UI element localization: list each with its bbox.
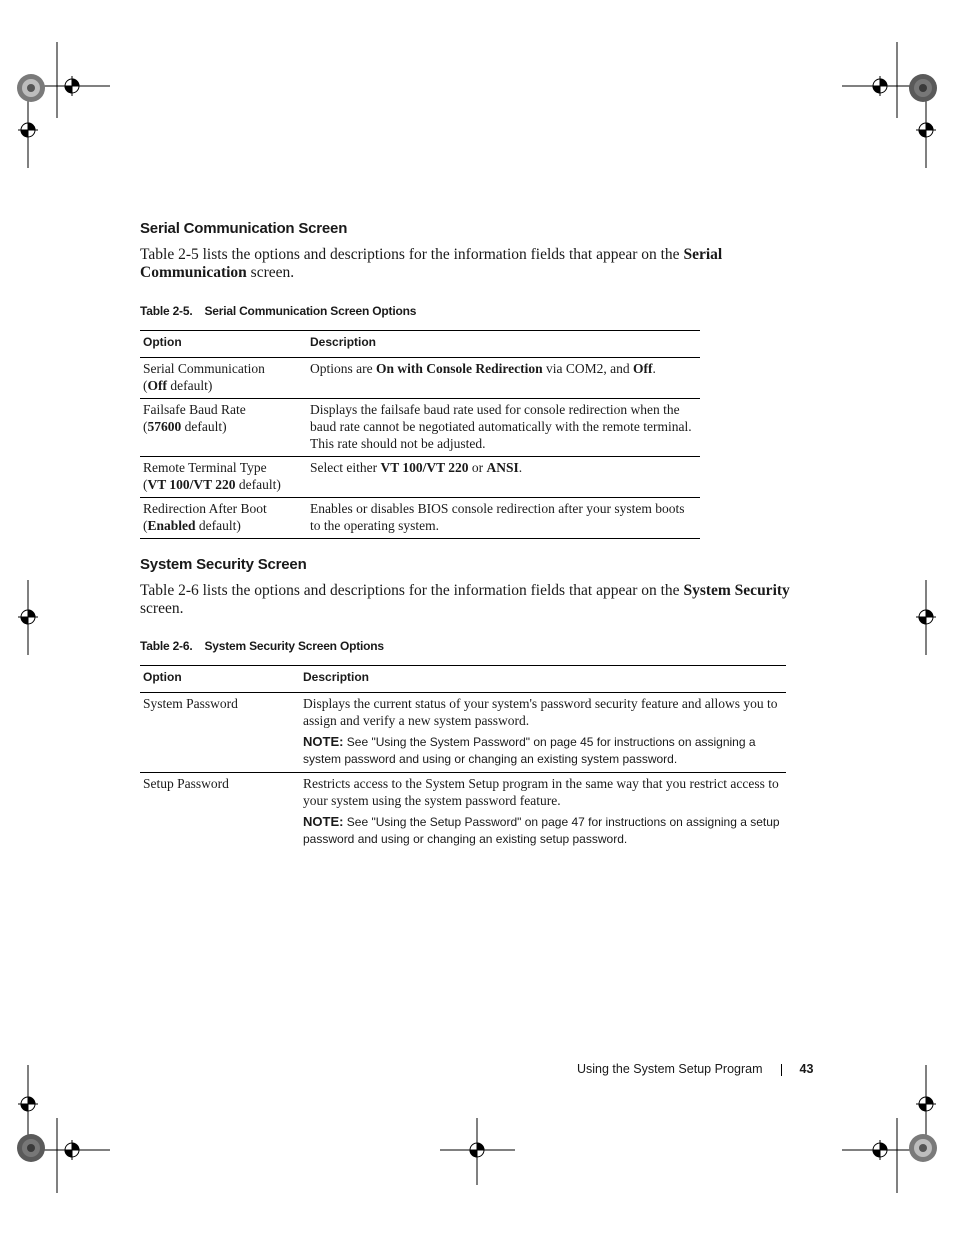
intro-screen-name: System Security bbox=[683, 582, 790, 599]
section-intro-security bbox=[140, 582, 820, 618]
description-cell bbox=[300, 693, 786, 773]
serial-communication-options-table bbox=[140, 330, 700, 539]
table-row bbox=[140, 498, 700, 539]
description-cell bbox=[300, 773, 786, 853]
table-header-row bbox=[140, 331, 700, 358]
description-text: Displays the current status of your system's password security feature and allows you to assign and verify a new system password. bbox=[303, 696, 778, 728]
footer-separator bbox=[781, 1064, 782, 1076]
column-header-description: Description bbox=[307, 331, 700, 358]
description-value: Off bbox=[633, 361, 653, 376]
crosshair-registration-mark-icon bbox=[916, 1094, 936, 1114]
note-text: See "Using the Setup Password" on page 47 for instructions on assigning a setup password and using or changing an existing setup password. bbox=[303, 815, 780, 846]
description-value: On with Console Redirection bbox=[375, 361, 543, 376]
description-text: or bbox=[468, 460, 487, 475]
table-row bbox=[140, 693, 786, 773]
description-text: . bbox=[518, 460, 523, 475]
caption-label: Table 2-6. bbox=[140, 639, 193, 653]
crosshair-registration-mark-icon bbox=[18, 1094, 38, 1114]
crosshair-registration-mark-icon bbox=[870, 76, 890, 96]
crosshair-registration-mark-icon bbox=[18, 607, 38, 627]
description-cell bbox=[307, 358, 700, 399]
description-text: Restricts access to the System Setup program in the same way that you restrict access to your system using the system password feature. bbox=[303, 776, 779, 808]
option-cell: Setup Password bbox=[143, 776, 229, 791]
table-row bbox=[140, 457, 700, 498]
option-default: 57600 bbox=[147, 419, 182, 434]
table-caption-2-5 bbox=[140, 304, 416, 318]
section-intro-serial bbox=[140, 246, 780, 282]
description-text: Enables or disables BIOS console redirection after your system boots to the operating system. bbox=[310, 501, 685, 533]
intro-text: screen. bbox=[140, 600, 184, 617]
description-text: . bbox=[652, 361, 656, 376]
starburst-registration-mark-icon bbox=[909, 1134, 937, 1162]
note-text: See "Using the System Password" on page 45 for instructions on assigning a system password and using or changing an existing system password. bbox=[303, 735, 756, 766]
column-header-option: Option bbox=[140, 666, 300, 693]
table-header-row bbox=[140, 666, 786, 693]
description-cell bbox=[307, 399, 700, 457]
crosshair-registration-mark-icon bbox=[916, 120, 936, 140]
description-cell bbox=[307, 498, 700, 539]
description-text: Options are bbox=[310, 361, 376, 376]
table-caption-2-6 bbox=[140, 639, 384, 653]
option-default-suffix: default) bbox=[235, 477, 281, 492]
crosshair-registration-mark-icon bbox=[467, 1140, 487, 1160]
section-heading-security: System Security Screen bbox=[140, 556, 307, 573]
table-row bbox=[140, 399, 700, 457]
option-name: Failsafe Baud Rate bbox=[143, 402, 246, 417]
note bbox=[303, 813, 783, 848]
option-cell: Redirection After Boot (Enabled default) bbox=[140, 498, 307, 539]
description-text: Displays the failsafe baud rate used for console redirection when the baud rate cannot be negotiated automatically with the remote terminal. This rate should not be adjusted. bbox=[310, 402, 692, 451]
intro-text: Table 2-5 lists the options and descriptions for the information fields that appear on the bbox=[140, 246, 684, 263]
caption-title: Serial Communication Screen Options bbox=[204, 304, 417, 318]
option-name: Serial Communication bbox=[143, 361, 265, 376]
crosshair-registration-mark-icon bbox=[62, 76, 82, 96]
starburst-registration-mark-icon bbox=[909, 74, 937, 102]
column-header-description: Description bbox=[300, 666, 786, 693]
option-cell: Remote Terminal Type (VT 100/VT 220 default) bbox=[140, 457, 307, 498]
option-default-suffix: default) bbox=[181, 419, 227, 434]
option-default-suffix: default) bbox=[195, 518, 241, 533]
starburst-registration-mark-icon bbox=[17, 74, 45, 102]
option-cell: Serial Communication (Off default) bbox=[140, 358, 307, 399]
caption-label: Table 2-5. bbox=[140, 304, 193, 318]
page-footer bbox=[577, 1062, 813, 1076]
description-text: via COM2, and bbox=[542, 361, 633, 376]
intro-screen-name: Serial Communication bbox=[140, 246, 723, 281]
note bbox=[303, 733, 783, 768]
description-cell bbox=[307, 457, 700, 498]
option-cell: System Password bbox=[140, 693, 300, 773]
starburst-registration-mark-icon bbox=[17, 1134, 45, 1162]
intro-text: screen. bbox=[246, 264, 295, 281]
option-default: Enabled bbox=[147, 518, 196, 533]
section-heading-serial: Serial Communication Screen bbox=[140, 220, 348, 237]
crosshair-registration-mark-icon bbox=[18, 120, 38, 140]
table-row bbox=[140, 358, 700, 399]
crosshair-registration-mark-icon bbox=[916, 607, 936, 627]
option-default: Off bbox=[147, 378, 167, 393]
option-cell: Failsafe Baud Rate (57600 default) bbox=[140, 399, 307, 457]
description-value: VT 100/VT 220 bbox=[380, 460, 469, 475]
system-security-options-table bbox=[140, 665, 786, 852]
note-label: NOTE: bbox=[303, 734, 344, 749]
caption-title: System Security Screen Options bbox=[204, 639, 384, 653]
column-header-option: Option bbox=[140, 331, 307, 358]
option-default: VT 100/VT 220 bbox=[147, 477, 236, 492]
option-name: Remote Terminal Type bbox=[143, 460, 267, 475]
crosshair-registration-mark-icon bbox=[870, 1140, 890, 1160]
description-text: Select either bbox=[310, 460, 381, 475]
description-value: ANSI bbox=[486, 460, 519, 475]
table-row bbox=[140, 773, 786, 853]
footer-chapter-title: Using the System Setup Program bbox=[577, 1062, 763, 1076]
intro-text: Table 2-6 lists the options and descriptions for the information fields that appear on the bbox=[140, 582, 684, 599]
crosshair-registration-mark-icon bbox=[62, 1140, 82, 1160]
page-number: 43 bbox=[799, 1062, 814, 1076]
option-name: Redirection After Boot bbox=[143, 501, 267, 516]
option-default-suffix: default) bbox=[167, 378, 213, 393]
note-label: NOTE: bbox=[303, 814, 344, 829]
